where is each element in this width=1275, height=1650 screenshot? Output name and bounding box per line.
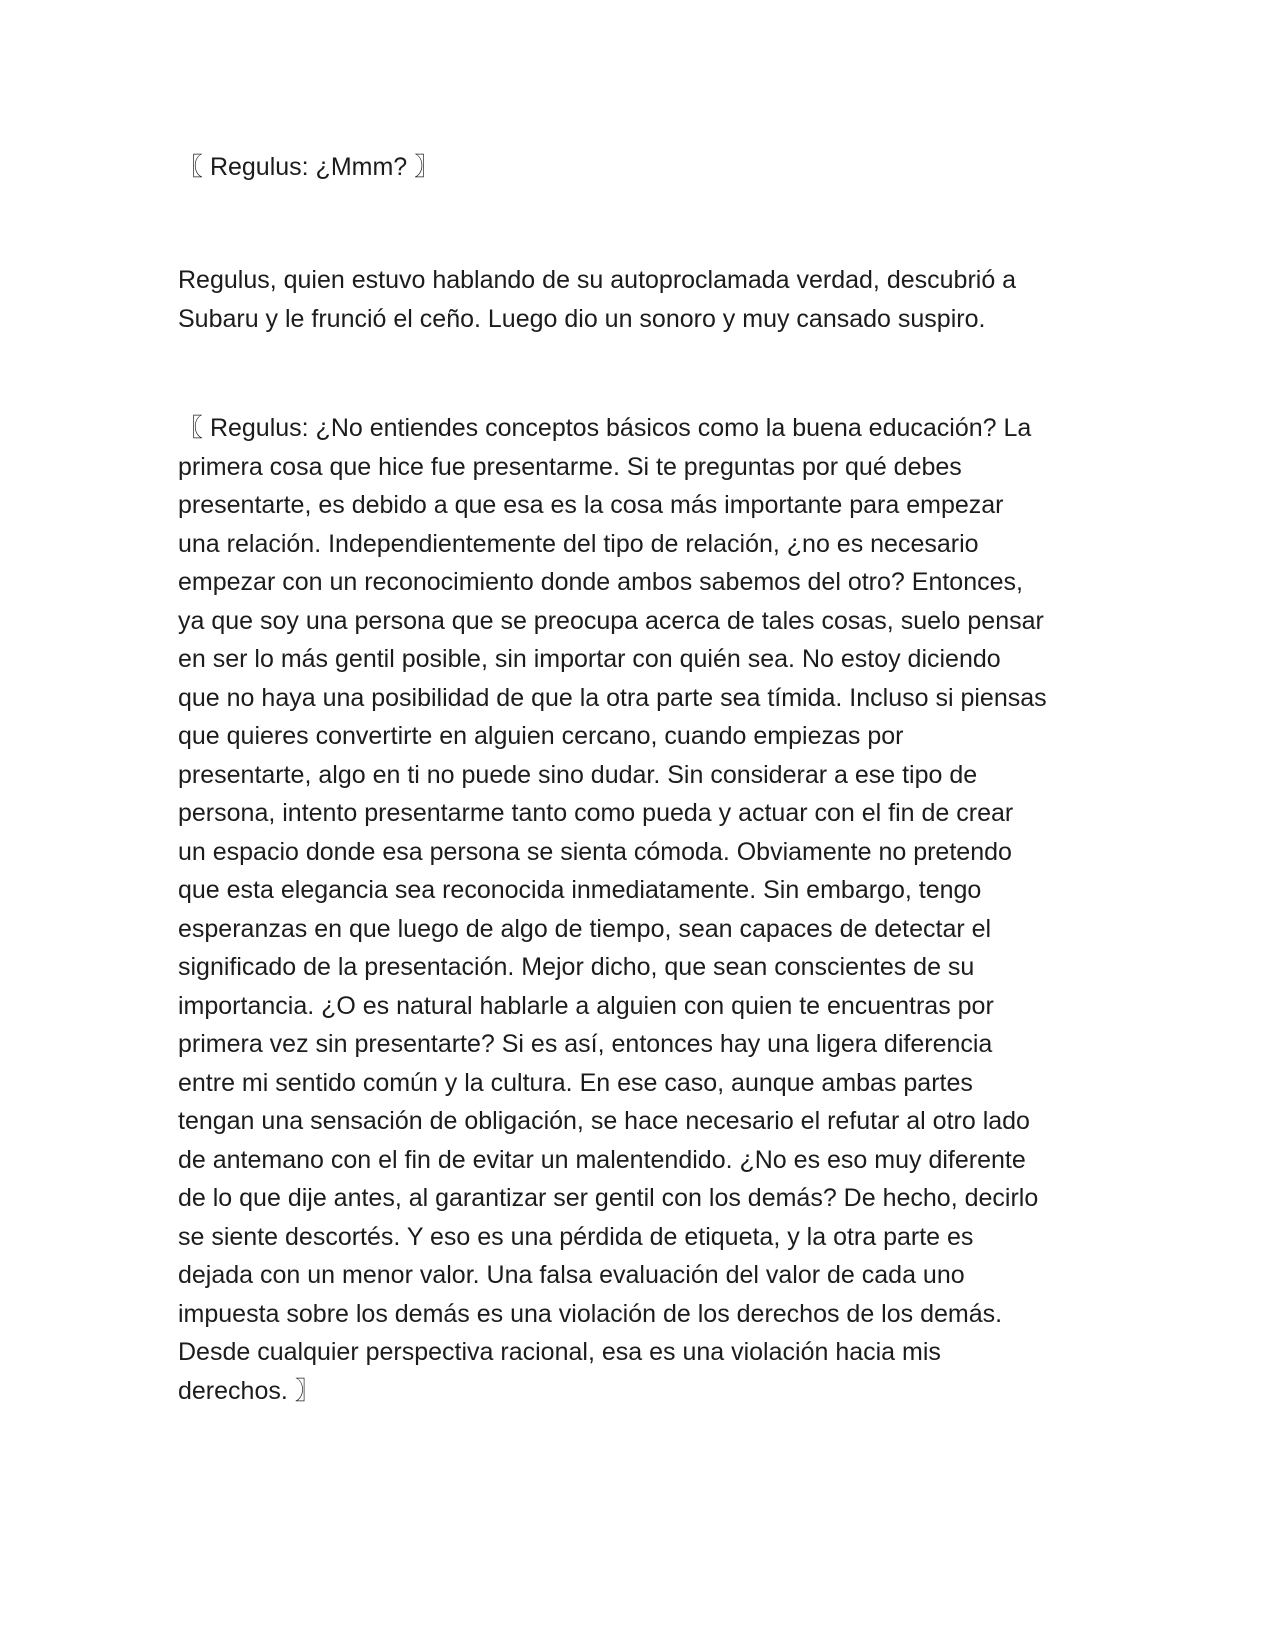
text-line: presentarte, es debido a que esa es la cosa más importante para empezar (178, 491, 1004, 519)
text-line: de lo que dije antes, al garantizar ser gentil con los demás? De hecho, decirlo (178, 1184, 1039, 1212)
text-line: dejada con un menor valor. Una falsa evaluación del valor de cada uno (178, 1261, 965, 1289)
text-line: que quieres convertirte en alguien cercano, cuando empiezas por (178, 722, 904, 750)
text-line: se siente descortés. Y eso es una pérdida de etiqueta, y la otra parte es (178, 1222, 974, 1251)
text-line: primera cosa que hice fue presentarme. Si te preguntas por qué debes (178, 452, 962, 481)
text-line: persona, intento presentarme tanto como pueda y actuar con el fin de crear (178, 799, 1014, 827)
paragraph-narration (178, 261, 1113, 338)
text-line: primera vez sin presentarte? Si es así, entonces hay una ligera diferencia (178, 1030, 993, 1058)
text-line: entre mi sentido común y la cultura. En ese caso, aunque ambas partes (178, 1068, 973, 1097)
text-line: Subaru y le frunció el ceño. Luego dio un sonoro y muy cansado suspiro. (178, 304, 986, 333)
text-line: derechos. 〗 (178, 1376, 320, 1405)
text-line: importancia. ¿O es natural hablarle a alguien con quien te encuentras por (178, 991, 994, 1020)
text-line: 〖 Regulus: ¿Mmm? 〗 (178, 153, 440, 181)
paragraph-regulus-speech (178, 409, 1113, 1410)
text-line: que esta elegancia sea reconocida inmediatamente. Sin embargo, tengo (178, 876, 982, 904)
text-line: impuesta sobre los demás es una violación de los derechos de los demás. (178, 1299, 1003, 1328)
text-line: Regulus, quien estuvo hablando de su autoproclamada verdad, descubrió a (178, 266, 1017, 294)
text-line: ya que soy una persona que se preocupa acerca de tales cosas, suelo pensar (178, 606, 1044, 635)
text-line: que no haya una posibilidad de que la otra parte sea tímida. Incluso si piensas (178, 683, 1047, 712)
text-line: una relación. Independientemente del tipo de relación, ¿no es necesario (178, 529, 979, 558)
paragraph-regulus-mmm (178, 148, 1113, 187)
text-line: Desde cualquier perspectiva racional, esa es una violación hacia mis (178, 1338, 941, 1366)
text-line: de antemano con el fin de evitar un malentendido. ¿No es eso muy diferente (178, 1145, 1026, 1174)
text-line: presentarte, algo en ti no puede sino dudar. Sin considerar a ese tipo de (178, 760, 978, 789)
text-line: tengan una sensación de obligación, se hace necesario el refutar al otro lado (178, 1107, 1030, 1135)
text-line: un espacio donde esa persona se sienta cómoda. Obviamente no pretendo (178, 837, 1012, 866)
text-line: esperanzas en que luego de algo de tiempo, sean capaces de detectar el (178, 914, 992, 943)
text-line: en ser lo más gentil posible, sin importar con quién sea. No estoy diciendo (178, 645, 1001, 673)
text-line: significado de la presentación. Mejor dicho, que sean conscientes de su (178, 953, 975, 981)
text-line: 〖 Regulus: ¿No entiendes conceptos básicos como la buena educación? La (178, 414, 1032, 442)
text-line: empezar con un reconocimiento donde ambos sabemos del otro? Entonces, (178, 568, 1023, 596)
